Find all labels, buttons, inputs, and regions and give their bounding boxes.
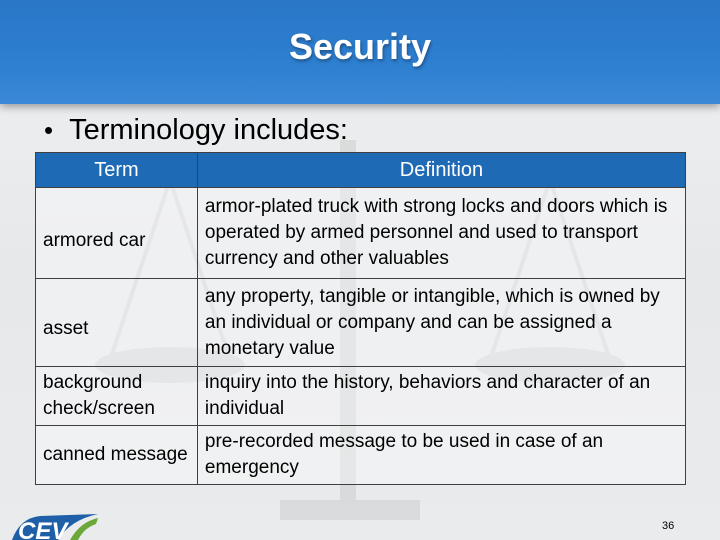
logo-text: CEV — [18, 518, 68, 540]
definition-cell: armor-plated truck with strong locks and doors which is operated by armed personnel and used to transport currency and other valuables — [197, 188, 685, 279]
title-bar — [0, 0, 720, 104]
term-cell: background check/screen — [36, 367, 198, 426]
table-row — [36, 426, 686, 485]
term-cell: canned message — [36, 426, 198, 485]
header-term: Term — [36, 153, 198, 188]
table-row — [36, 279, 686, 367]
definition-cell: pre-recorded message to be used in case of an emergency — [197, 426, 685, 485]
term-cell: armored car — [36, 188, 198, 279]
table-header-row — [36, 153, 686, 188]
bullet-point — [44, 114, 348, 147]
definition-cell: any property, tangible or intangible, which is owned by an individual or company and can be assigned a monetary value — [197, 279, 685, 367]
table-row — [36, 367, 686, 426]
cev-logo — [10, 506, 100, 540]
bullet-text: Terminology includes: — [69, 114, 348, 146]
definition-cell: inquiry into the history, behaviors and character of an individual — [197, 367, 685, 426]
table-row — [36, 188, 686, 279]
terminology-table — [35, 152, 686, 485]
header-definition: Definition — [197, 153, 685, 188]
bullet-icon: • — [44, 115, 54, 145]
page-number: 36 — [662, 520, 675, 532]
term-cell: asset — [36, 279, 198, 367]
slide-title: Security — [288, 26, 432, 67]
